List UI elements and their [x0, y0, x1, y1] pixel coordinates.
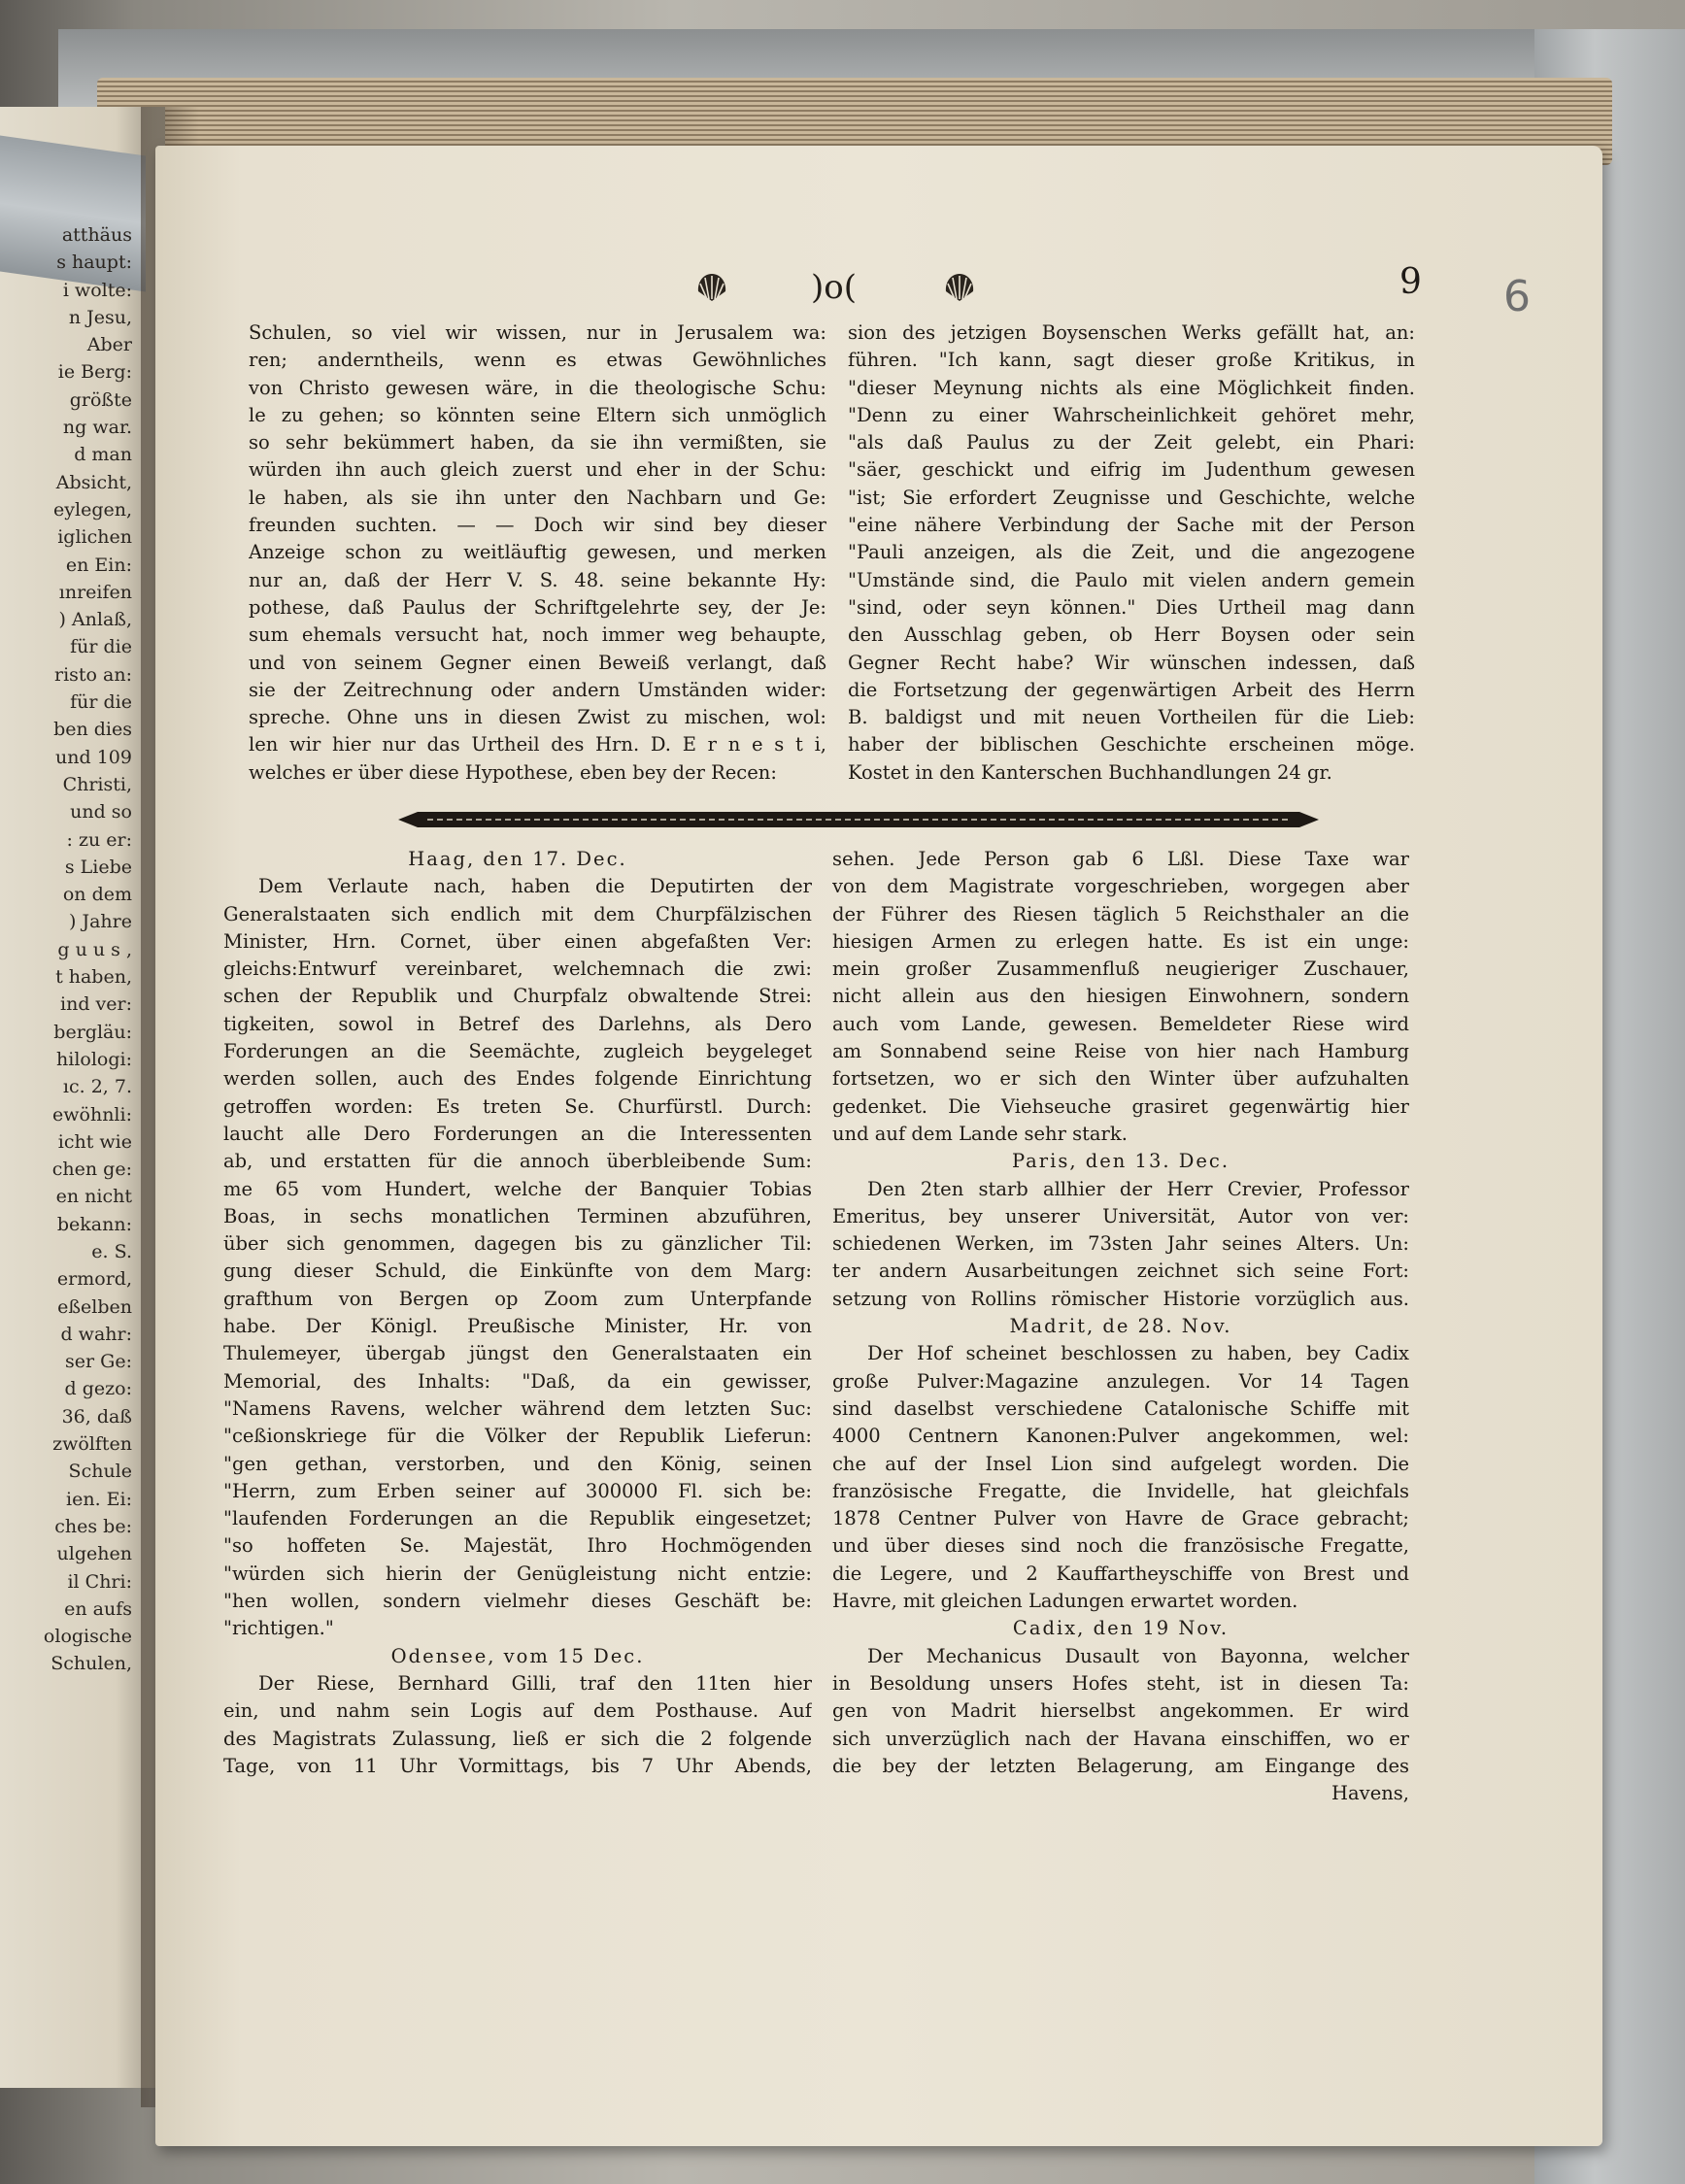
- text-line: "hen wollen, sondern vielmehr dieses Geschäft be:: [223, 1590, 812, 1613]
- left-page-line: atthäus: [61, 224, 132, 246]
- text-line: Boas, in sechs monatlichen Terminen abzuführen,: [223, 1204, 812, 1227]
- left-page-line: t haben,: [55, 966, 132, 989]
- left-page-line: d wahr:: [60, 1323, 132, 1345]
- text-line: Dem Verlaute nach, haben die Deputirten der: [258, 875, 812, 898]
- text-line: che auf der Insel Lion sind aufgelegt worden. Die: [832, 1452, 1409, 1475]
- left-page-line: en Ein:: [65, 554, 132, 576]
- left-page-line: ) Jahre: [69, 911, 132, 933]
- text-line: Der Riese, Bernhard Gilli, traf den 11ten hier: [258, 1671, 812, 1695]
- left-page-line: ng war.: [62, 417, 132, 439]
- bottom-left-column: [223, 846, 812, 1780]
- top-right-column: [848, 319, 1415, 787]
- text-line: freunden suchten. — — Doch wir sind bey dieser: [249, 514, 826, 537]
- text-line: "so hoffeten Se. Majestät, Ihro Hochmögenden: [223, 1534, 812, 1558]
- text-line: Tage, von 11 Uhr Vormittags, bis 7 Uhr Abends,: [223, 1754, 812, 1777]
- left-page-line: n Jesu,: [68, 306, 132, 328]
- text-line: "eine nähere Verbindung der Sache mit der Person: [848, 514, 1415, 537]
- left-page-line: Schule: [68, 1461, 132, 1483]
- left-page-line: on dem: [62, 884, 132, 906]
- dateline-heading: Haag, den 17. Dec.: [408, 848, 627, 870]
- text-line: Havens,: [1331, 1782, 1409, 1805]
- text-line: Schulen, so viel wir wissen, nur in Jerusalem wa:: [249, 321, 826, 344]
- text-line: den Ausschlag geben, ob Herr Boysen oder sein: [848, 623, 1415, 647]
- shell-ornament-icon-left: [694, 270, 729, 305]
- text-line: Forderungen an die Seemächte, zugleich beygeleget: [223, 1040, 812, 1063]
- left-page-line: eßelben: [57, 1295, 132, 1318]
- left-page-line: bergläu:: [53, 1021, 132, 1043]
- text-line: sind daselbst verschiedene Catalonische Schiffe mit: [832, 1396, 1409, 1420]
- text-line: über sich genommen, dagegen bis zu gänzlicher Til:: [223, 1232, 812, 1256]
- section-divider-rule: [398, 808, 1319, 831]
- left-page-line: ologische: [43, 1626, 132, 1648]
- text-line: 1878 Centner Pulver von Havre de Grace gebracht;: [832, 1507, 1409, 1530]
- text-line: die Fortsetzung der gegenwärtigen Arbeit des Herrn: [848, 678, 1415, 701]
- text-line: "Namens Ravens, welcher während dem letzten Suc:: [223, 1396, 812, 1420]
- text-line: von Christo gewesen wäre, in die theologische Schu:: [249, 376, 826, 399]
- text-line: Kostet in den Kanterschen Buchhandlungen 24 gr.: [848, 760, 1332, 784]
- left-page-line: en aufs: [64, 1597, 132, 1620]
- left-page-line: zwölften: [52, 1433, 132, 1456]
- text-line: des Magistrats Zulassung, ließ er sich die 2 folgende: [223, 1727, 812, 1750]
- text-line: Havre, mit gleichen Ladungen erwartet worden.: [832, 1590, 1298, 1613]
- text-line: le zu gehen; so könnten seine Eltern sich unmöglich: [249, 403, 826, 426]
- text-line: sie der Zeitrechnung oder andern Umständen wider:: [249, 678, 826, 701]
- text-line: "Denn zu einer Wahrscheinlichkeit gehöret mehr,: [848, 403, 1415, 426]
- text-line: welches er über diese Hypothese, eben bey der Recen:: [249, 760, 777, 784]
- text-line: laucht alle Dero Forderungen an die Interessenten: [223, 1122, 812, 1145]
- bottom-right-column: [832, 846, 1409, 1807]
- text-line: "sind, oder seyn können." Dies Urtheil mag dann: [848, 595, 1415, 619]
- text-line: fortsetzen, wo er sich den Winter über aufzuhalten: [832, 1067, 1409, 1091]
- left-page-line: größte: [69, 388, 132, 411]
- left-page-line: d gezo:: [64, 1378, 132, 1400]
- text-line: B. baldigst und mit neuen Vortheilen für die Lieb:: [848, 706, 1415, 729]
- text-line: spreche. Ohne uns in diesen Zwist zu mischen, wol:: [249, 706, 826, 729]
- text-line: würden ihn auch gleich zuerst und eher in der Schu:: [249, 458, 826, 482]
- left-page-line: Christi,: [62, 773, 132, 795]
- left-page-line: s haupt:: [56, 252, 132, 274]
- text-line: gen von Madrit hierselbst angekommen. Er wird: [832, 1699, 1409, 1723]
- left-page-line: bekann:: [56, 1213, 132, 1235]
- text-line: Der Hof scheinet beschlossen zu haben, bey Cadix: [867, 1342, 1409, 1365]
- left-page-line: ınreifen: [58, 581, 132, 603]
- text-line: hiesigen Armen zu erlegen hatte. Es ist ein unge:: [832, 929, 1409, 953]
- text-line: le haben, als sie ihn unter den Nachbarn und Ge:: [249, 486, 826, 509]
- text-line: ter andern Ausarbeitungen zeichnet sich seine Fort:: [832, 1260, 1409, 1283]
- text-line: so sehr bekümmert haben, da sie ihn vermißten, sie: [249, 431, 826, 454]
- text-line: "laufenden Forderungen an die Republik eingesetzet;: [223, 1507, 812, 1530]
- left-page-line: ulgehen: [56, 1543, 132, 1565]
- left-page-line: s Liebe: [64, 856, 132, 878]
- left-page-line: e. S.: [91, 1240, 132, 1262]
- left-page-line: ) Anlaß,: [58, 609, 132, 631]
- left-page-line: : zu er:: [66, 828, 132, 851]
- text-line: Thulemeyer, übergab jüngst den Generalstaaten ein: [223, 1342, 812, 1365]
- left-page-line: ind ver:: [60, 993, 132, 1016]
- text-line: in Besoldung unsers Hofes steht, ist in diesen Ta:: [832, 1671, 1409, 1695]
- text-line: "Pauli anzeigen, als die Zeit, und die angezogene: [848, 541, 1415, 564]
- text-line: Der Mechanicus Dusault von Bayonna, welcher: [867, 1644, 1409, 1667]
- text-line: "ceßionskriege für die Völker der Republik Lieferun:: [223, 1425, 812, 1448]
- text-line: "gen gethan, verstorben, und den König, seinen: [223, 1452, 812, 1475]
- text-line: Gegner Recht habe? Wir wünschen indessen, daß: [848, 651, 1415, 674]
- text-line: haber der biblischen Geschichte erscheinen möge.: [848, 733, 1415, 756]
- left-page-line: ie Berg:: [57, 361, 132, 384]
- text-line: me 65 vom Hundert, welche der Banquier Tobias: [223, 1177, 812, 1200]
- text-line: "richtigen.": [223, 1617, 334, 1640]
- text-line: die Legere, und 2 Kauffarthеyschiffe von Brest und: [832, 1562, 1409, 1585]
- dateline-heading: Madrit, de 28. Nov.: [1009, 1315, 1232, 1338]
- text-line: Generalstaaten sich endlich mit dem Churpfälzischen: [223, 902, 812, 925]
- text-line: nicht allein aus den hiesigen Einwohnern, sondern: [832, 985, 1409, 1008]
- left-page-line: ien. Ei:: [66, 1488, 132, 1510]
- text-line: 4000 Centnern Kanonen:Pulver angekommen, wel:: [832, 1425, 1409, 1448]
- left-page-line: hilologi:: [56, 1048, 132, 1070]
- text-line: ren; anderntheils, wenn es etwas Gewöhnliches: [249, 349, 826, 372]
- left-page-line: il Chri:: [67, 1570, 132, 1593]
- text-line: getroffen worden: Es treten Se. Churfürstl. Durch:: [223, 1094, 812, 1118]
- left-page-line: ches be:: [54, 1515, 132, 1537]
- text-line: sion des jetzigen Boysenschen Werks gefällt hat, an:: [848, 321, 1415, 344]
- text-line: habe. Der Königl. Preußische Minister, Hr. von: [223, 1315, 812, 1338]
- left-page-line: ermord,: [56, 1268, 132, 1291]
- left-page-line: für die: [70, 691, 132, 714]
- left-page-line: en nicht: [55, 1186, 132, 1208]
- text-line: ab, und erstatten für die annoch überbleibende Sum:: [223, 1150, 812, 1173]
- text-line: werden sollen, auch des Endes folgende Einrichtung: [223, 1067, 812, 1091]
- left-page-line: ıc. 2, 7.: [62, 1076, 132, 1098]
- dateline-heading: Odensee, vom 15 Dec.: [390, 1644, 645, 1667]
- left-page-line: und 109: [55, 746, 132, 768]
- text-line: Den 2ten starb allhier der Herr Crevier, Professor: [867, 1177, 1409, 1200]
- left-page-text-fragments: [4, 221, 132, 1678]
- text-line: Anzeige schon zu weitläuftig gewesen, und merken: [249, 541, 826, 564]
- text-line: sich unverzüglich nach der Havana einschiffen, wo er: [832, 1727, 1409, 1750]
- left-page-line: für die: [70, 636, 132, 658]
- text-line: Emeritus, bey unserer Universität, Autor von ver:: [832, 1204, 1409, 1227]
- left-page-line: eylegen,: [53, 498, 132, 521]
- text-line: nur an, daß der Herr V. S. 48. seine bekannte Hy:: [249, 568, 826, 591]
- text-line: ein, und nahm sein Logis auf dem Posthause. Auf: [223, 1699, 812, 1723]
- text-line: und auf dem Lande sehr stark.: [832, 1122, 1128, 1145]
- shell-ornament-icon-right: [942, 270, 977, 305]
- left-page-line: g u u s ,: [57, 938, 132, 960]
- text-line: setzung von Rollins römischer Historie vorzüglich aus.: [832, 1287, 1409, 1310]
- left-page-line: iglichen: [57, 526, 132, 549]
- left-page-line: chen ge:: [51, 1159, 132, 1181]
- text-line: "Umstände sind, die Paulo mit vielen andern gemein: [848, 568, 1415, 591]
- text-line: Memorial, des Inhalts: "Daß, da ein gewisser,: [223, 1369, 812, 1393]
- text-line: "dieser Meynung nichts als eine Möglichkeit finden.: [848, 376, 1415, 399]
- text-line: tigkeiten, sowol in Betref des Darlehns, als Dero: [223, 1012, 812, 1035]
- text-line: große Pulver:Magazine anzulegen. Vor 14 Tagen: [832, 1369, 1409, 1393]
- dateline-heading: Paris, den 13. Dec.: [1011, 1150, 1230, 1173]
- left-page-line: 36, daß: [61, 1405, 132, 1428]
- left-page-line: Schulen,: [51, 1653, 132, 1675]
- left-page-line: icht wie: [57, 1130, 132, 1153]
- text-line: am Sonnabend seine Reise von hier nach Hamburg: [832, 1040, 1409, 1063]
- text-line: gleichs:Entwurf vereinbaret, welchemnach die zwi:: [223, 958, 812, 981]
- archive-page-number: 6: [1503, 272, 1531, 321]
- left-page-line: ben dies: [53, 719, 132, 741]
- text-line: und über dieses sind noch die französische Fregatte,: [832, 1534, 1409, 1558]
- text-line: len wir hier nur das Urtheil des Hrn. D. E r n e s t i,: [249, 733, 826, 756]
- text-line: die bey der letzten Belagerung, am Eingange des: [832, 1754, 1409, 1777]
- text-line: "als daß Paulus zu der Zeit gelebt, ein Phari:: [848, 431, 1415, 454]
- left-page-line: risto an:: [54, 663, 132, 686]
- left-page-line: und so: [70, 801, 132, 823]
- text-line: schen der Republik und Churpfalz obwaltende Strei:: [223, 985, 812, 1008]
- text-line: pothese, daß Paulus der Schriftgelehrte sey, der Je:: [249, 595, 826, 619]
- text-line: französische Fregatte, die Invidelle, hat gleichfals: [832, 1479, 1409, 1502]
- dateline-heading: Cadix, den 19 Nov.: [1012, 1617, 1230, 1640]
- text-line: mein großer Zusammenfluß neugieriger Zuschauer,: [832, 958, 1409, 981]
- text-line: "ist; Sie erfordert Zeugnisse und Geschichte, welche: [848, 486, 1415, 509]
- left-page-line: ser Ge:: [65, 1351, 132, 1373]
- text-line: gedenket. Die Viehseuche grasiret gegenwärtig hier: [832, 1094, 1409, 1118]
- text-line: und von seinem Gegner einen Beweiß verlangt, daß: [249, 651, 826, 674]
- center-ornament: )o(: [811, 268, 857, 307]
- page-number: 9: [1399, 262, 1422, 302]
- left-page-line: ewöhnli:: [52, 1103, 132, 1126]
- top-left-column: [249, 319, 826, 787]
- text-line: grafthum von Bergen op Zoom zum Unterpfande: [223, 1287, 812, 1310]
- text-line: schiedenen Werken, im 73sten Jahr seines Alters. Un:: [832, 1232, 1409, 1256]
- left-page-line: Absicht,: [55, 471, 132, 493]
- text-line: von dem Magistrate vorgeschrieben, worgegen aber: [832, 875, 1409, 898]
- text-line: sehen. Jede Person gab 6 Lßl. Diese Taxe war: [832, 848, 1409, 870]
- left-page-line: Aber: [86, 334, 132, 356]
- text-line: führen. "Ich kann, sagt dieser große Kritikus, in: [848, 349, 1415, 372]
- text-line: Minister, Hrn. Cornet, über einen abgefaßten Ver:: [223, 929, 812, 953]
- left-page-line: d man: [74, 444, 132, 466]
- text-line: "Herrn, zum Erben seiner auf 300000 Fl. sich be:: [223, 1479, 812, 1502]
- text-line: sum ehemals versucht hat, noch immer weg behaupte,: [249, 623, 826, 647]
- text-line: auch vom Lande, gewesen. Bemeldeter Riese wird: [832, 1012, 1409, 1035]
- text-line: "säer, geschickt und eifrig im Judenthum gewesen: [848, 458, 1415, 482]
- text-line: gung dieser Schuld, die Einkünfte von dem Marg:: [223, 1260, 812, 1283]
- text-line: "würden sich hierin der Genügleistung nicht entzie:: [223, 1562, 812, 1585]
- text-line: der Führer des Riesen täglich 5 Reichsthaler an die: [832, 902, 1409, 925]
- left-page-line: i wolte:: [62, 279, 132, 301]
